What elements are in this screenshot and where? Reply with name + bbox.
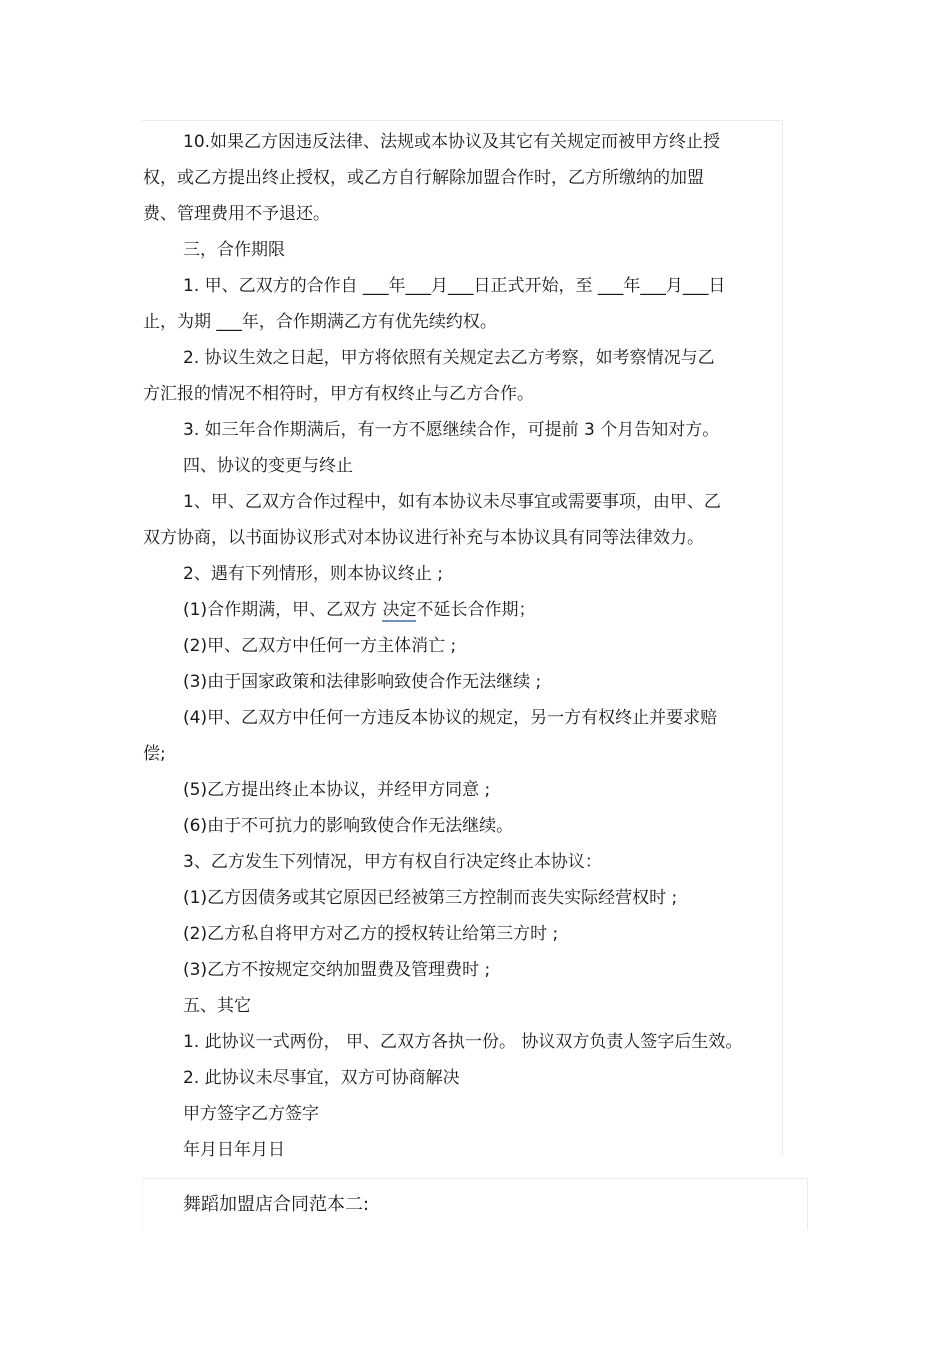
section-heading: 五、其它 [183, 996, 251, 1016]
contract-body [143, 124, 793, 1168]
paragraph-line: 10.如果乙方因违反法律、法规或本协议及其它有关规定而被甲方终止授 [183, 132, 721, 152]
paragraph-line: 双方协商，以书面协议形式对本协议进行补充与本协议具有同等法律效力。 [143, 528, 704, 548]
paragraph-line: 方汇报的情况不相符时，甲方有权终止与乙方合作。 [143, 384, 534, 404]
list-item [143, 592, 793, 628]
decide-link[interactable]: 决定 [382, 600, 417, 620]
paragraph-line: 1. 此协议一式两份， 甲、乙双方各执一份。 协议双方负责人签字后生效。 [183, 1032, 743, 1052]
paragraph-line: 1. 甲、乙双方的合作自 ___年___月___日正式开始，至 ___年___月___日 [183, 276, 726, 296]
section-heading: 三，合作期限 [183, 240, 285, 260]
signature-line: 甲方签字乙方签字 [183, 1104, 319, 1124]
next-section-title: 舞蹈加盟店合同范本二: [183, 1194, 370, 1215]
list-item: (3)乙方不按规定交纳加盟费及管理费时 ; [183, 960, 491, 980]
list-item: (4)甲、乙双方中任何一方违反本协议的规定，另一方有权终止并要求赔 [183, 708, 718, 728]
list-item: (1)乙方因债务或其它原因已经被第三方控制而丧失实际经营权时 ; [183, 888, 678, 908]
paragraph-line: 3. 如三年合作期满后，有一方不愿继续合作，可提前 3 个月告知对方。 [183, 420, 720, 440]
list-item-text: (1)合作期满，甲、乙双方 [183, 600, 383, 620]
list-item: (6)由于不可抗力的影响致使合作无法继续。 [183, 816, 514, 836]
paragraph-line: 止，为期 ___年，合作期满乙方有优先续约权。 [143, 312, 497, 332]
paragraph-line: 权，或乙方提出终止授权，或乙方自行解除加盟合作时，乙方所缴纳的加盟 [143, 168, 704, 188]
list-item: 偿; [143, 744, 166, 764]
paragraph-line: 3、乙方发生下列情况，甲方有权自行决定终止本协议： [183, 852, 602, 872]
list-item: (2)乙方私自将甲方对乙方的授权转让给第三方时 ; [183, 924, 559, 944]
paragraph-line: 2. 协议生效之日起，甲方将依照有关规定去乙方考察，如考察情况与乙 [183, 348, 715, 368]
section-heading: 四、协议的变更与终止 [183, 456, 353, 476]
paragraph-line: 2、遇有下列情形，则本协议终止 ; [183, 564, 443, 584]
date-line: 年月日年月日 [183, 1140, 285, 1160]
list-item: (3)由于国家政策和法律影响致使合作无法继续 ; [183, 672, 542, 692]
list-item-text: 不延长合作期； [416, 600, 536, 620]
paragraph-line: 2. 此协议未尽事宜，双方可协商解决 [183, 1068, 460, 1088]
list-item: (2)甲、乙双方中任何一方主体消亡 ; [183, 636, 457, 656]
paragraph-line: 1、甲、乙双方合作过程中，如有本协议未尽事宜或需要事项，由甲、乙 [183, 492, 721, 512]
paragraph-line: 费、管理费用不予退还。 [143, 204, 330, 224]
list-item: (5)乙方提出终止本协议，并经甲方同意 ; [183, 780, 491, 800]
